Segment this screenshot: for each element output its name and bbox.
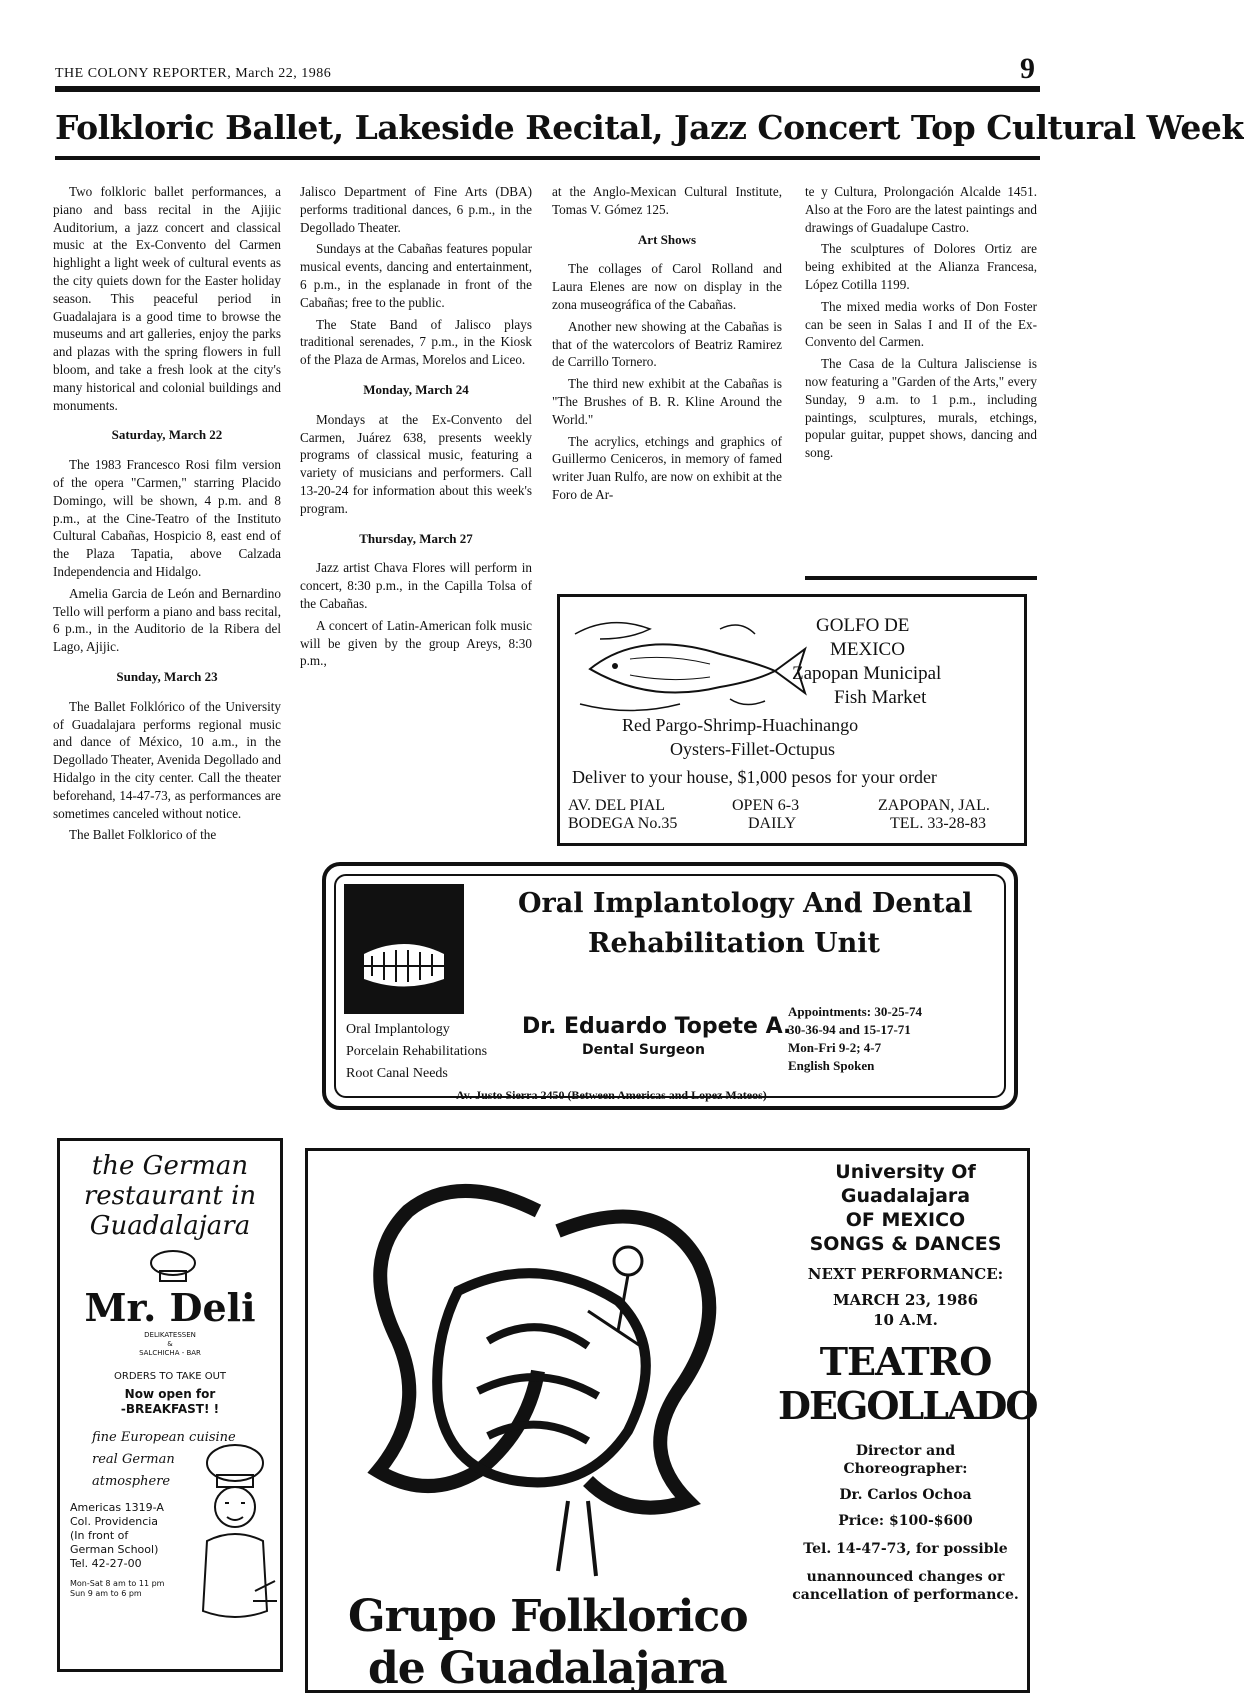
section-heading: Monday, March 24 — [363, 381, 469, 397]
golfo-products: Red Pargo-Shrimp-Huachinango — [622, 715, 859, 735]
oral-title: Oral Implantology And Dental — [518, 888, 973, 919]
director-label: Choreographer: — [843, 1461, 968, 1477]
dancer-illustration — [338, 1171, 738, 1601]
address-line: German School) — [70, 1543, 159, 1556]
paragraph: The Ballet Folklórico of the University of Guadalajara performs regional music and dance of México, 10 a.m., in the Degollado Theater, Avenida Degollado and Hidalgo in the city center. Call the theater beforehand, 14-47-73, as performances are sometimes canceled without notice. — [53, 698, 281, 821]
oral-appointments: Appointments: 30-25-74 — [788, 1004, 922, 1019]
univ-songs: SONGS & DANCES — [809, 1233, 1002, 1255]
chef-illustration — [185, 1441, 280, 1641]
oral-appointments: 30-36-94 and 15-17-71 — [788, 1022, 911, 1037]
ad-golfo-de-mexico — [557, 594, 1027, 846]
performance-date: MARCH 23, 1986 — [832, 1291, 979, 1309]
mr-deli-logo: Mr. Deli — [84, 1285, 256, 1330]
paragraph: Amelia Garcia de León and Bernardino Tello will perform a piano and bass recital, 6 p.m., in the Auditorio de la Ribera del Lago, Ajijic. — [53, 585, 281, 655]
golfo-products: Oysters-Fillet-Octupus — [670, 739, 835, 759]
section-heading: Art Shows — [637, 231, 697, 247]
paragraph: The Casa de la Cultura Jalisciense is now featuring a "Garden of the Arts," every Sunday, 9 a.m. to 1 p.m., including paintings, sculptures, murals, etchings, popular guitar, puppet shows, dancing and song. — [805, 356, 1037, 461]
hours-line: Mon-Sat 8 am to 11 pm — [70, 1579, 165, 1588]
univ-name: OF MEXICO — [845, 1209, 966, 1231]
paragraph: Two folkloric ballet performances, a piano and bass recital in the Ajijic Auditorium, a jazz concert and classical music at the Ex-Convento del Carmen highlight a light week of cultural events as the city quiets down for the Easter holiday season. This peaceful period in Guadalajara is a good time to browse the museums and art galleries, enjoy the parks and plazas with the spring flowers in full bloom, and take a fresh look at the city's many historical and colonial buildings and monuments. — [53, 184, 281, 413]
fish-illustration — [570, 609, 810, 719]
grupo-line: Grupo Folklorico — [348, 1591, 748, 1642]
cuisine-line: real German — [92, 1452, 175, 1467]
paragraph: Mondays at the Ex-Convento del Carmen, Juárez 638, presents weekly programs of classical music, featuring a variety of musicians and performers. Call 13-20-24 for information about this week's program. — [300, 411, 532, 516]
paragraph: The third new exhibit at the Cabañas is "The Brushes of B. R. Kline Around the World." — [552, 376, 782, 427]
address-line: Tel. 42-27-00 — [70, 1557, 142, 1570]
top-rule — [55, 86, 1040, 92]
headline: Folkloric Ballet, Lakeside Recital, Jazz Concert Top Cultural Week — [55, 108, 1244, 147]
headline-rule — [55, 156, 1040, 160]
oral-service: Porcelain Rehabilitations — [346, 1044, 488, 1059]
logo-sub: & — [167, 1340, 173, 1348]
ad-oral-implantology — [322, 862, 1018, 1110]
change-notice: cancellation of performance. — [792, 1587, 1019, 1603]
page-number: 9 — [1020, 52, 1035, 85]
golfo-subtitle: Zapopan Municipal — [792, 663, 942, 684]
ticket-price: Price: $100-$600 — [838, 1513, 973, 1529]
german-address — [70, 1501, 164, 1571]
theater-phone: Tel. 14-47-73, for possible — [803, 1541, 1008, 1557]
address-line: (In front of — [70, 1529, 129, 1542]
hours-line: Sun 9 am to 6 pm — [70, 1589, 142, 1598]
german-orders: ORDERS TO TAKE OUT — [114, 1371, 226, 1382]
article-column-3 — [552, 183, 782, 508]
grupo-line: de Guadalajara — [368, 1643, 727, 1694]
change-notice: unannounced changes or — [806, 1569, 1005, 1585]
paragraph: te y Cultura, Prolongación Alcalde 1451. Also at the Foro are the latest paintings and drawings of Guadalupe Castro. — [805, 184, 1037, 235]
german-title-line: Guadalajara — [89, 1211, 251, 1241]
golfo-title: GOLFO DE — [816, 615, 910, 636]
director-name: Dr. Carlos Ochoa — [839, 1487, 972, 1503]
oral-address: Av. Justo Sierra 2450 (Between Americas and Lopez Mateos) — [456, 1088, 767, 1102]
paragraph: Jalisco Department of Fine Arts (DBA) performs traditional dances, 6 p.m., in the Degollado Theater. — [300, 184, 532, 235]
paragraph: The collages of Carol Rolland and Laura Elenes are now on display in the zona museográfica of the Cabañas. — [552, 261, 782, 312]
golfo-delivery: Deliver to your house, $1,000 pesos for your order — [572, 767, 937, 787]
oral-english: English Spoken — [788, 1058, 875, 1073]
german-breakfast — [60, 1387, 280, 1417]
german-hours — [70, 1579, 164, 1599]
oral-service: Root Canal Needs — [346, 1066, 448, 1081]
logo-sub: SALCHICHA - BAR — [139, 1349, 201, 1357]
grupo-folklorico-title — [348, 1591, 748, 1695]
oral-service: Oral Implantology — [346, 1022, 450, 1037]
paragraph: The mixed media works of Don Foster can be seen in Salas I and II of the Ex-Convento del Carmen. — [805, 298, 1037, 350]
director-label: Director and — [855, 1443, 956, 1459]
oral-role: Dental Surgeon — [582, 1042, 705, 1058]
golfo-city: ZAPOPAN, JAL. — [878, 797, 990, 814]
oral-title: Rehabilitation Unit — [588, 928, 881, 959]
paragraph: Jazz artist Chava Flores will perform in concert, 8:30 p.m., in the Capilla Tolsa of the Cabañas. — [300, 560, 532, 611]
oral-doctor: Dr. Eduardo Topete A. — [522, 1014, 792, 1039]
paragraph: The 1983 Francesco Rosi film version of the opera "Carmen," starring Placido Domingo, will be shown, 4 p.m. and 8 p.m., at the Cine-Teatro of the Instituto Cultural Cabañas, Hospicio 8, east end of the Plaza Tapatia, above Calzada Independencia and Hidalgo. — [53, 457, 281, 579]
logo-sub: DELIKATESSEN — [144, 1331, 196, 1339]
paragraph: The Ballet Folklorico of the — [69, 827, 217, 843]
golfo-subtitle: Fish Market — [834, 687, 927, 708]
golfo-address: BODEGA No.35 — [568, 815, 678, 832]
chef-hat-icon — [148, 1249, 198, 1283]
paragraph: The sculptures of Dolores Ortiz are being exhibited at the Alianza Francesa, López Cotilla 1199. — [805, 241, 1037, 292]
address-line: Col. Providencia — [70, 1515, 159, 1528]
german-title-line: restaurant in — [83, 1181, 257, 1211]
german-title-line: the German — [91, 1151, 249, 1181]
tooth-skull-icon — [344, 884, 464, 1014]
performance-time: 10 A.M. — [873, 1311, 938, 1329]
article-column-2 — [300, 183, 532, 674]
masthead: THE COLONY REPORTER, March 22, 1986 — [55, 66, 332, 81]
mr-deli-subtitle — [60, 1331, 280, 1358]
golfo-title: MEXICO — [830, 639, 905, 660]
golfo-address: AV. DEL PIAL — [568, 797, 666, 814]
cuisine-line: atmosphere — [92, 1474, 171, 1489]
section-heading: Thursday, March 27 — [359, 530, 473, 546]
golfo-hours: DAILY — [748, 815, 797, 832]
section-heading: Saturday, March 22 — [111, 427, 223, 443]
german-title — [60, 1151, 280, 1241]
article-column-1 — [53, 183, 281, 848]
paragraph: Sundays at the Cabañas features popular musical events, dancing and entertainment, 6 p.m., in the esplanade in front of the Cabañas; free to the public. — [300, 241, 532, 310]
breakfast-line: -BREAKFAST! ! — [120, 1402, 220, 1416]
teatro-name: DEGOLLADO — [778, 1383, 1037, 1428]
univ-name: Guadalajara — [840, 1185, 971, 1207]
article-column-4 — [805, 183, 1037, 466]
golfo-phone: TEL. 33-28-83 — [890, 815, 986, 832]
teatro-name: TEATRO — [819, 1339, 992, 1384]
ad-german-restaurant — [57, 1138, 283, 1672]
paragraph: The State Band of Jalisco plays traditional serenades, 7 p.m., in the Kiosk of the Plaza de Armas, Morelos and Liceo. — [300, 316, 532, 368]
golfo-hours: OPEN 6-3 — [732, 797, 800, 814]
paragraph: A concert of Latin-American folk music will be given by the group Areys, 8:30 p.m., — [300, 617, 532, 669]
univ-name: University Of — [835, 1161, 976, 1183]
paragraph: Another new showing at the Cabañas is that of the watercolors of Beatriz Ramirez de Carrillo Tornero. — [552, 318, 782, 370]
ad-university-folklorico — [305, 1148, 1037, 1694]
paragraph: at the Anglo-Mexican Cultural Institute, Tomas V. Gómez 125. — [552, 184, 782, 217]
oral-hours: Mon-Fri 9-2; 4-7 — [788, 1040, 882, 1055]
column-end-rule — [805, 576, 1037, 580]
paragraph: The acrylics, etchings and graphics of Guillermo Ceniceros, in memory of famed writer Juan Rulfo, are now on exhibit at the Foro de Ar- — [552, 433, 782, 502]
cuisine-line: fine European cuisine — [92, 1430, 236, 1445]
section-heading: Sunday, March 23 — [116, 668, 218, 684]
address-line: Americas 1319-A — [70, 1501, 164, 1514]
next-performance: NEXT PERFORMANCE: — [807, 1265, 1004, 1283]
breakfast-line: Now open for — [124, 1387, 216, 1401]
